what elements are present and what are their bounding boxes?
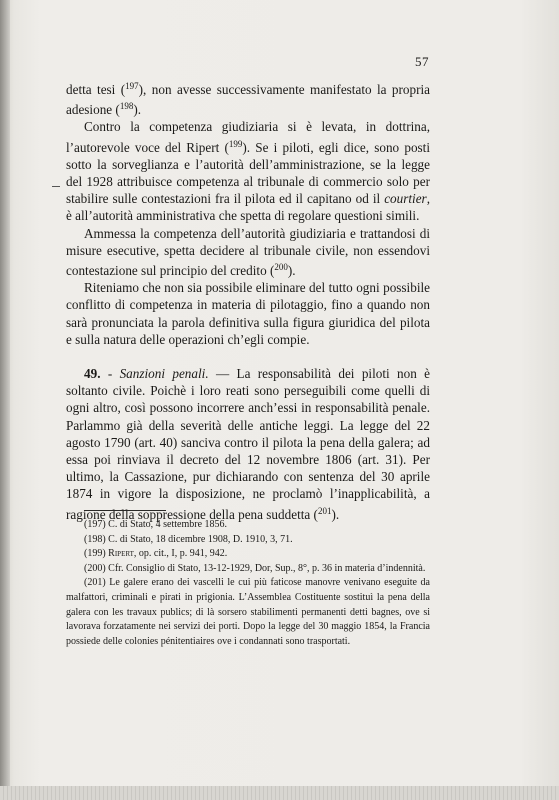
body-text (66, 78, 430, 523)
footnote-separator (84, 510, 166, 511)
italic-term: courtier (384, 191, 427, 207)
text-run: ). Se i piloti, egli dice, sono posti sotto la sorveglianza e l’autorità dell’amministrazione, se la legge del 1928 attribuisce competenza al tribunale di commercio solo per stabilire sulle contestazioni fra il pilota ed il capitano od il (66, 139, 430, 207)
footnote-text: , op. cit., I, p. 941, 942. (133, 548, 228, 560)
text-run: , è all’autorità amministrativa che spetta di regolare questioni simili. (66, 191, 430, 224)
footnote-ref: 201 (317, 505, 332, 516)
text-run: ). (287, 263, 296, 279)
footnote-author: Ripert (108, 548, 134, 560)
footnote-201: (201) Le galere erano dei vascelli le cui più faticose manovre venivano eseguite da malfattori, criminali e pirati in prigionia. L’Assemblea Costituente sostituì la pena della galera con les travaux publics; di là sorsero stabilimenti permanenti detti bagnes, ove si lavorava forzatamente nei servizi dei porti. Dopo la legge del 30 maggio 1854, la Francia possiede delle colonies pénitentiaires ove i condannati sono trasportati. (66, 577, 430, 647)
footnote-ref: 198 (119, 101, 134, 112)
footnote-prefix: (199) (84, 548, 109, 560)
text-run: Riteniamo che non sia possibile eliminare del tutto ogni possibile conflitto di competenza in materia di pilotaggio, fino a quando non sarà pronunciata la parola definitiva sulla figura giuridica del pilota e sulla natura delle operazioni ch’egli compie. (66, 280, 430, 347)
paragraph (66, 118, 430, 224)
footnotes (66, 518, 430, 649)
footnote-199 (66, 547, 430, 562)
page-binding-edge (0, 0, 10, 800)
paragraph (66, 279, 430, 348)
footnote-ref: 199 (228, 138, 243, 149)
paragraph (66, 225, 430, 280)
footnote-ref: 197 (125, 81, 139, 91)
footnote-198: (198) C. di Stato, 18 dicembre 1908, D. 1910, 3, 71. (84, 533, 293, 545)
text-run: ), non avesse successivamente manifestato la propria adesione ( (66, 82, 430, 118)
text-run: — La responsabilità dei piloti non è soltanto civile. Poichè i loro reati sono perseguibili come quelli di ogni altro, così possono incorrere anch’essi in responsabilità penale. Parlammo già della severità delle antiche leggi. La legge del 22 agosto 1790 (art. 40) sanciva contro il pilota la pena della galera; ad essa poi rinviava il decreto del 12 novembre 1806 (art. 31). Per ultimo, la Cassazione, pur dichiarando con sentenza del 30 aprile 1874 in vigore la disposizione, ne proclamò l’inapplicabilità, a ragione della soppressione della pena suddetta ( (66, 366, 430, 522)
paragraph (66, 78, 430, 118)
text-run: Ammessa la competenza dell’autorità giudiziaria e trattandosi di misure esecutive, spetta decidere al tribunale civile, non essendovi contestazione sul principio del credito ( (66, 225, 430, 279)
page-bottom-edge (0, 786, 559, 800)
text-run: ). (133, 102, 142, 118)
footnote-ref: 200 (274, 262, 288, 273)
section-title: - Sanzioni penali. (107, 366, 209, 382)
section-paragraph (66, 365, 430, 523)
page-number: 57 (415, 54, 429, 69)
text-run: detta tesi ( (66, 82, 126, 97)
margin-mark (52, 186, 60, 187)
text-run: ). (331, 506, 340, 522)
footnote-200: (200) Cfr. Consiglio di Stato, 13-12-1929, Dor, Sup., 8°, p. 36 in materia d’indennità. (84, 562, 426, 574)
section-number: 49. (84, 366, 101, 382)
text-run: Contro la competenza giudiziaria si è levata, in dottrina, l’autorevole voce del Ripert ( (66, 119, 430, 155)
footnote-197: (197) C. di Stato, 4 settembre 1856. (84, 519, 228, 530)
